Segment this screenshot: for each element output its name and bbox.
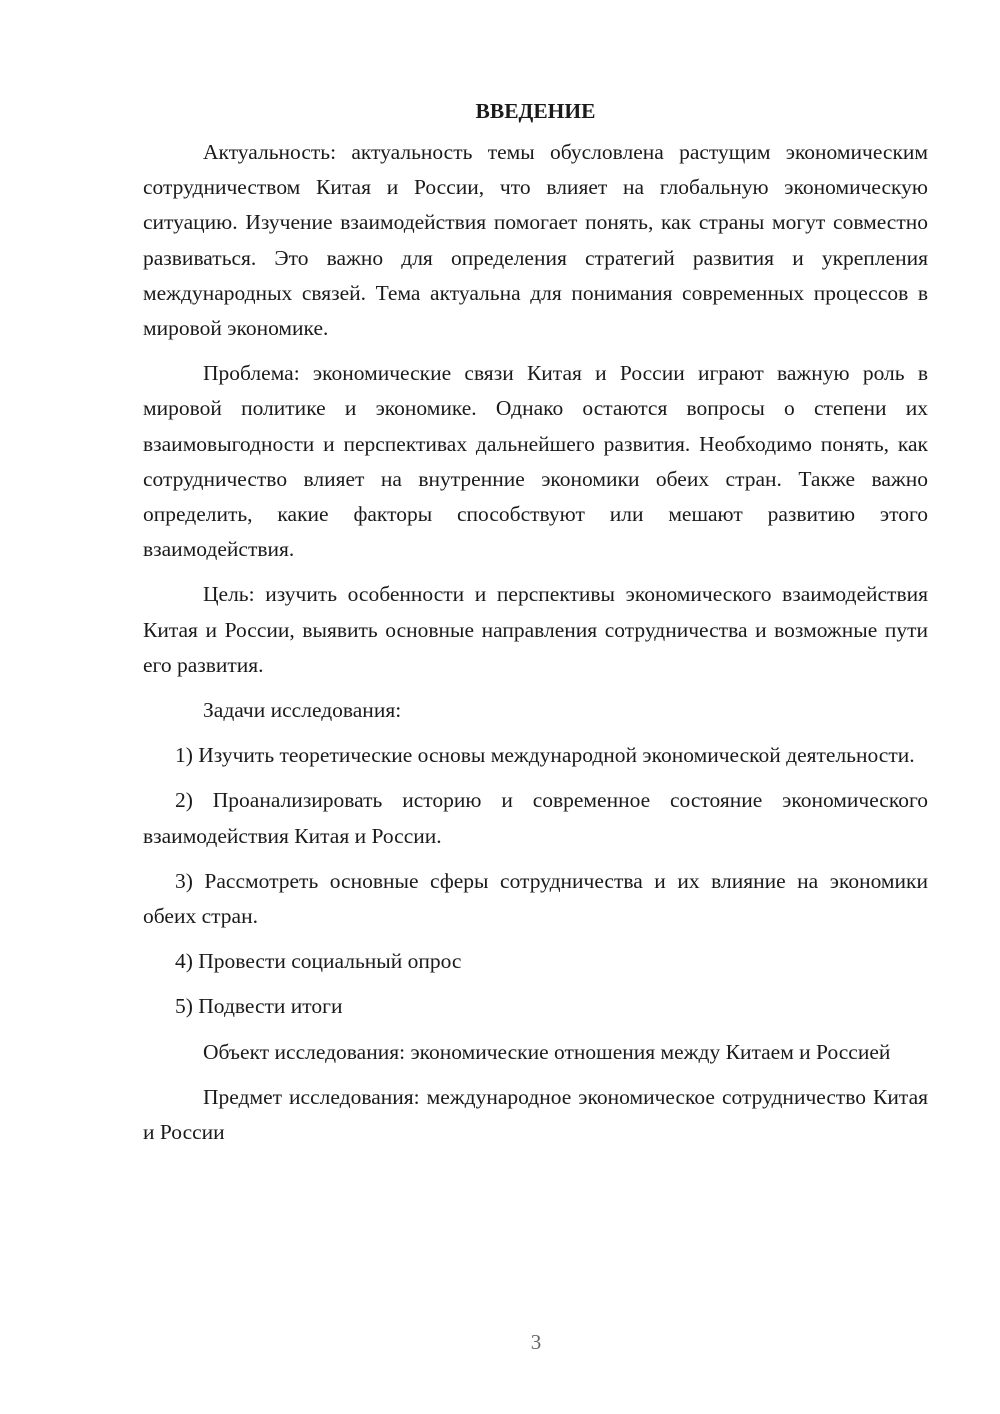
- task-item-2: 2) Проанализировать историю и современное состояние экономического взаимодействия Китая и России.: [143, 788, 928, 848]
- relevance-paragraph: Актуальность: актуальность темы обусловлена растущим экономическим сотрудничеством Китая и России, что влияет на глобальную экономическую ситуацию. Изучение взаимодействия помогает понять, как страны могут совместно развиваться. Это важно для определения стратегий развития и укрепления международных связей. Тема актуальна для понимания современных процессов в мировой экономике.: [143, 140, 928, 341]
- task-item-1: 1) Изучить теоретические основы международной экономической деятельности.: [175, 743, 915, 768]
- tasks-heading: Задачи исследования:: [203, 698, 402, 723]
- section-title: ВВЕДЕНИЕ: [475, 99, 596, 123]
- page-number: 3: [530, 1330, 542, 1354]
- goal-paragraph: Цель: изучить особенности и перспективы экономического взаимодействия Китая и России, выявить основные направления сотрудничества и возможные пути его развития.: [143, 582, 928, 677]
- problem-paragraph: Проблема: экономические связи Китая и России играют важную роль в мировой политике и экономике. Однако остаются вопросы о степени их взаимовыгодности и перспективах дальнейшего развития. Необходимо понять, как сотрудничество влияет на внутренние экономики обеих стран. Также важно определить, какие факторы способствуют или мешают развитию этого взаимодействия.: [143, 361, 928, 562]
- object-paragraph: Объект исследования: экономические отношения между Китаем и Россией: [203, 1039, 891, 1064]
- task-item-5: 5) Подвести итоги: [175, 994, 343, 1019]
- task-item-4: 4) Провести социальный опрос: [175, 949, 462, 974]
- document-page: [143, 92, 928, 1160]
- subject-paragraph: Предмет исследования: международное экономическое сотрудничество Китая и России: [143, 1084, 928, 1145]
- task-item-3: 3) Рассмотреть основные сферы сотрудничества и их влияние на экономики обеих стран.: [143, 868, 928, 929]
